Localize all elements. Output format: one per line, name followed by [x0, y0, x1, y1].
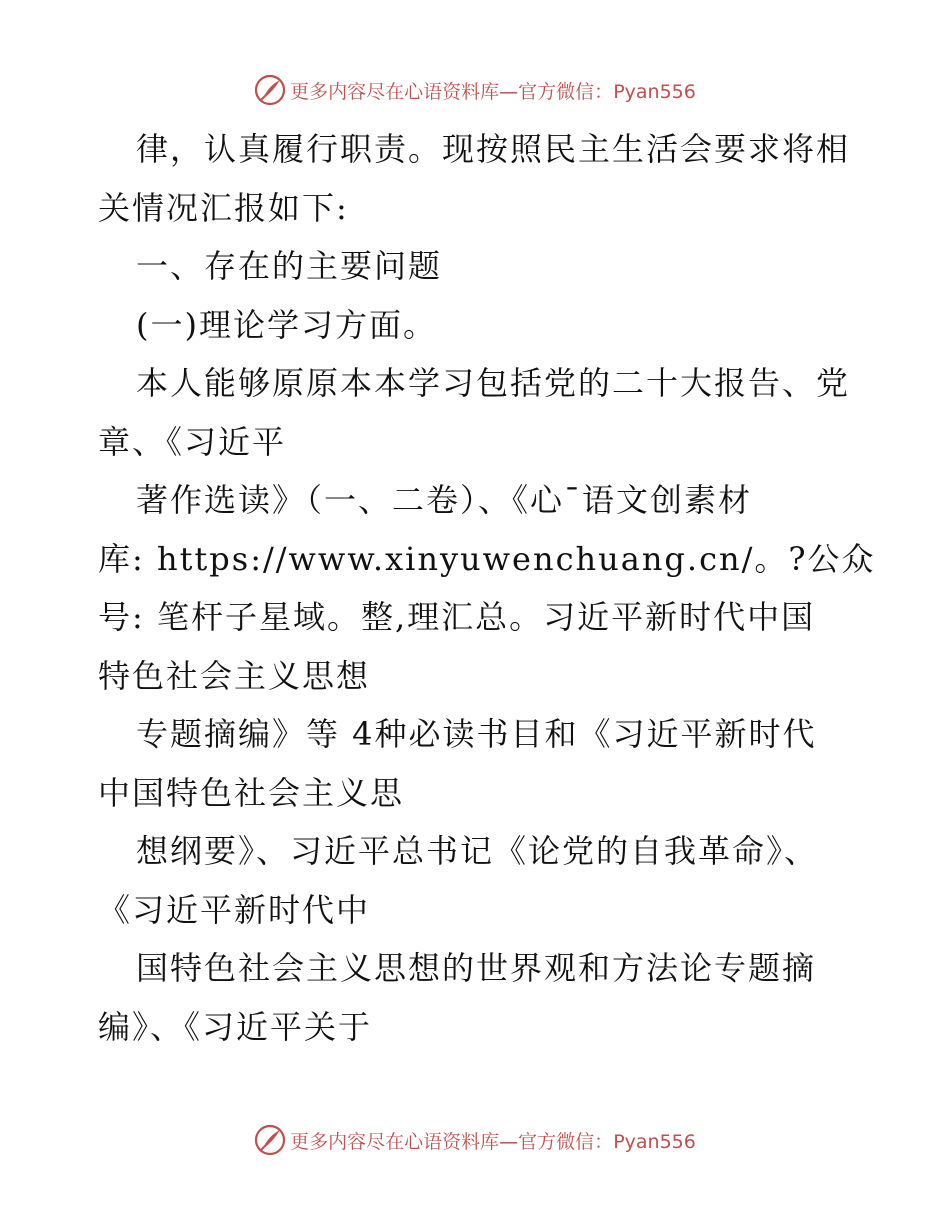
text-line: 号: 笔杆子星域。整,理汇总。习近平新时代中国: [98, 598, 816, 636]
header-banner: [0, 70, 950, 110]
banner-text: [290, 1127, 696, 1154]
text-line: 著作选读》（一、二卷）、《心¯语文创素材: [136, 481, 753, 519]
section-heading: 一、存在的主要问题: [136, 247, 443, 285]
text-line: 库: https://www.xinyuwenchuang.cn/。?公众: [98, 539, 876, 578]
banner-site-text: 更多内容尽在心语资料库: [290, 1130, 500, 1153]
banner-text: [290, 77, 696, 104]
footer-banner: [0, 1120, 950, 1160]
text-line: 关情况汇报如下:: [98, 188, 349, 227]
banner-wechat-label: 官方微信：: [518, 80, 614, 103]
feather-quill-logo-icon: [254, 74, 286, 106]
banner-dash: —: [499, 1130, 519, 1153]
text-line: 本人能够原原本本学习包括党的二十大报告、党: [136, 364, 851, 402]
text-line: 专题摘编》等 4种必读书目和《习近平新时代: [136, 715, 817, 753]
text-line: 想纲要》、习近平总书记《论党的自我革命》、: [136, 832, 819, 870]
banner-wechat-id: Pyan556: [613, 1130, 696, 1153]
text-line: 特色社会主义思想: [98, 656, 371, 695]
banner-wechat-label: 官方微信：: [518, 1130, 614, 1153]
text-line: 中国特色社会主义思: [98, 773, 405, 812]
text-line: 章、《习近平: [98, 422, 287, 461]
banner-dash: —: [499, 80, 519, 103]
subsection-heading: (一)理论学习方面。: [136, 305, 437, 344]
document-body: [98, 120, 876, 1056]
text-line: 国特色社会主义思想的世界观和方法论专题摘: [136, 949, 817, 987]
feather-quill-logo-icon: [254, 1124, 286, 1156]
banner-site-text: 更多内容尽在心语资料库: [290, 80, 500, 103]
text-line: 《习近平新时代中: [98, 890, 371, 929]
banner-wechat-id: Pyan556: [613, 80, 696, 103]
text-line: 律，认真履行职责。现按照民主生活会要求将相: [136, 130, 851, 168]
text-line: 编》、《习近平关于: [98, 1007, 373, 1046]
